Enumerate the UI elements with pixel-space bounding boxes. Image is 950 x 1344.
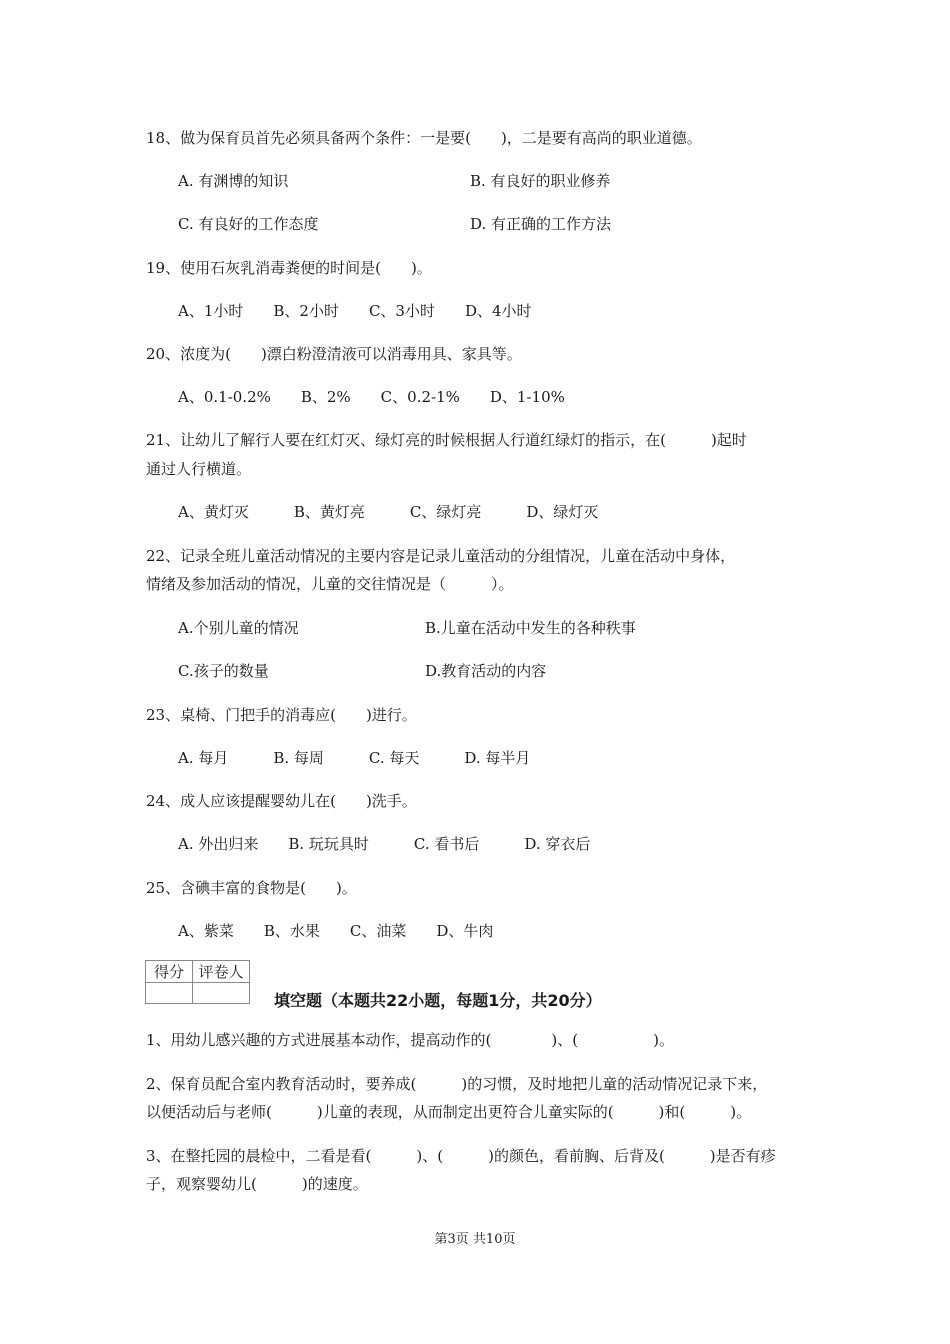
- grader-header: 评卷人: [193, 961, 250, 983]
- question-21-stem-line1: 21、让幼儿了解行人要在红灯灭、绿灯亮的时候根据人行道红绿灯的指示，在( )起时: [146, 431, 747, 449]
- question-23-options: A. 每月 B. 每周 C. 每天 D. 每半月: [178, 749, 531, 767]
- question-21-options: A、黄灯灭 B、黄灯亮 C、绿灯亮 D、绿灯灭: [178, 503, 599, 521]
- question-22-option-c: C.孩子的数量: [178, 662, 269, 680]
- question-23-stem: 23、桌椅、门把手的消毒应( )进行。: [146, 706, 417, 724]
- question-24-stem: 24、成人应该提醒婴幼儿在( )洗手。: [146, 792, 417, 810]
- question-20-options: A、0.1-0.2% B、2% C、0.2-1% D、1-10%: [178, 388, 565, 406]
- question-20-stem: 20、浓度为( )漂白粉澄清液可以消毒用具、家具等。: [146, 345, 522, 363]
- question-18-option-d: D. 有正确的工作方法: [470, 215, 612, 233]
- question-25-stem: 25、含碘丰富的食物是( )。: [146, 879, 357, 897]
- score-header: 得分: [146, 961, 193, 983]
- question-22-stem-line2: 情绪及参加活动的情况，儿童的交往情况是（ ）。: [146, 575, 514, 593]
- fill-question-2-line2: 以便活动后与老师( )儿童的表现，从而制定出更符合儿童实际的( )和( )。: [146, 1103, 752, 1121]
- question-22-option-b: B.儿童在活动中发生的各种秩事: [425, 619, 636, 637]
- section-title: 填空题（本题共22小题，每题1分，共20分）: [274, 991, 602, 1010]
- question-22-stem-line1: 22、记录全班儿童活动情况的主要内容是记录儿童活动的分组情况，儿童在活动中身体，: [146, 547, 736, 565]
- fill-question-3-line2: 子，观察婴幼儿( )的速度。: [146, 1175, 368, 1193]
- score-table: [145, 960, 250, 1004]
- score-cell: [146, 983, 193, 1004]
- fill-question-3-line1: 3、在整托园的晨检中，二看是看( )、( )的颜色，看前胸、后背及( )是否有疹: [146, 1147, 776, 1165]
- page-footer: 第3页 共10页: [434, 1232, 516, 1247]
- fill-question-2-line1: 2、保育员配合室内教育活动时，要养成( )的习惯，及时地把儿童的活动情况记录下来，: [146, 1075, 768, 1093]
- question-18-option-a: A. 有渊博的知识: [178, 172, 289, 190]
- question-18-stem: 18、做为保育员首先必须具备两个条件：一是要( )，二是要有高尚的职业道德。: [146, 129, 702, 147]
- question-21-stem-line2: 通过人行横道。: [146, 460, 252, 478]
- question-22-option-a: A.个别儿童的情况: [178, 619, 299, 637]
- fill-question-1: 1、用幼儿感兴趣的方式进展基本动作，提高动作的( )、( )。: [146, 1031, 674, 1049]
- question-19-stem: 19、使用石灰乳消毒粪便的时间是( )。: [146, 259, 432, 277]
- grader-cell: [193, 983, 250, 1004]
- question-25-options: A、紫菜 B、水果 C、油菜 D、牛肉: [178, 922, 494, 940]
- question-19-options: A、1小时 B、2小时 C、3小时 D、4小时: [178, 302, 532, 320]
- question-18-option-c: C. 有良好的工作态度: [178, 215, 319, 233]
- question-22-option-d: D.教育活动的内容: [425, 662, 547, 680]
- question-18-option-b: B. 有良好的职业修养: [470, 172, 611, 190]
- question-24-options: A. 外出归来 B. 玩玩具时 C. 看书后 D. 穿衣后: [178, 835, 591, 853]
